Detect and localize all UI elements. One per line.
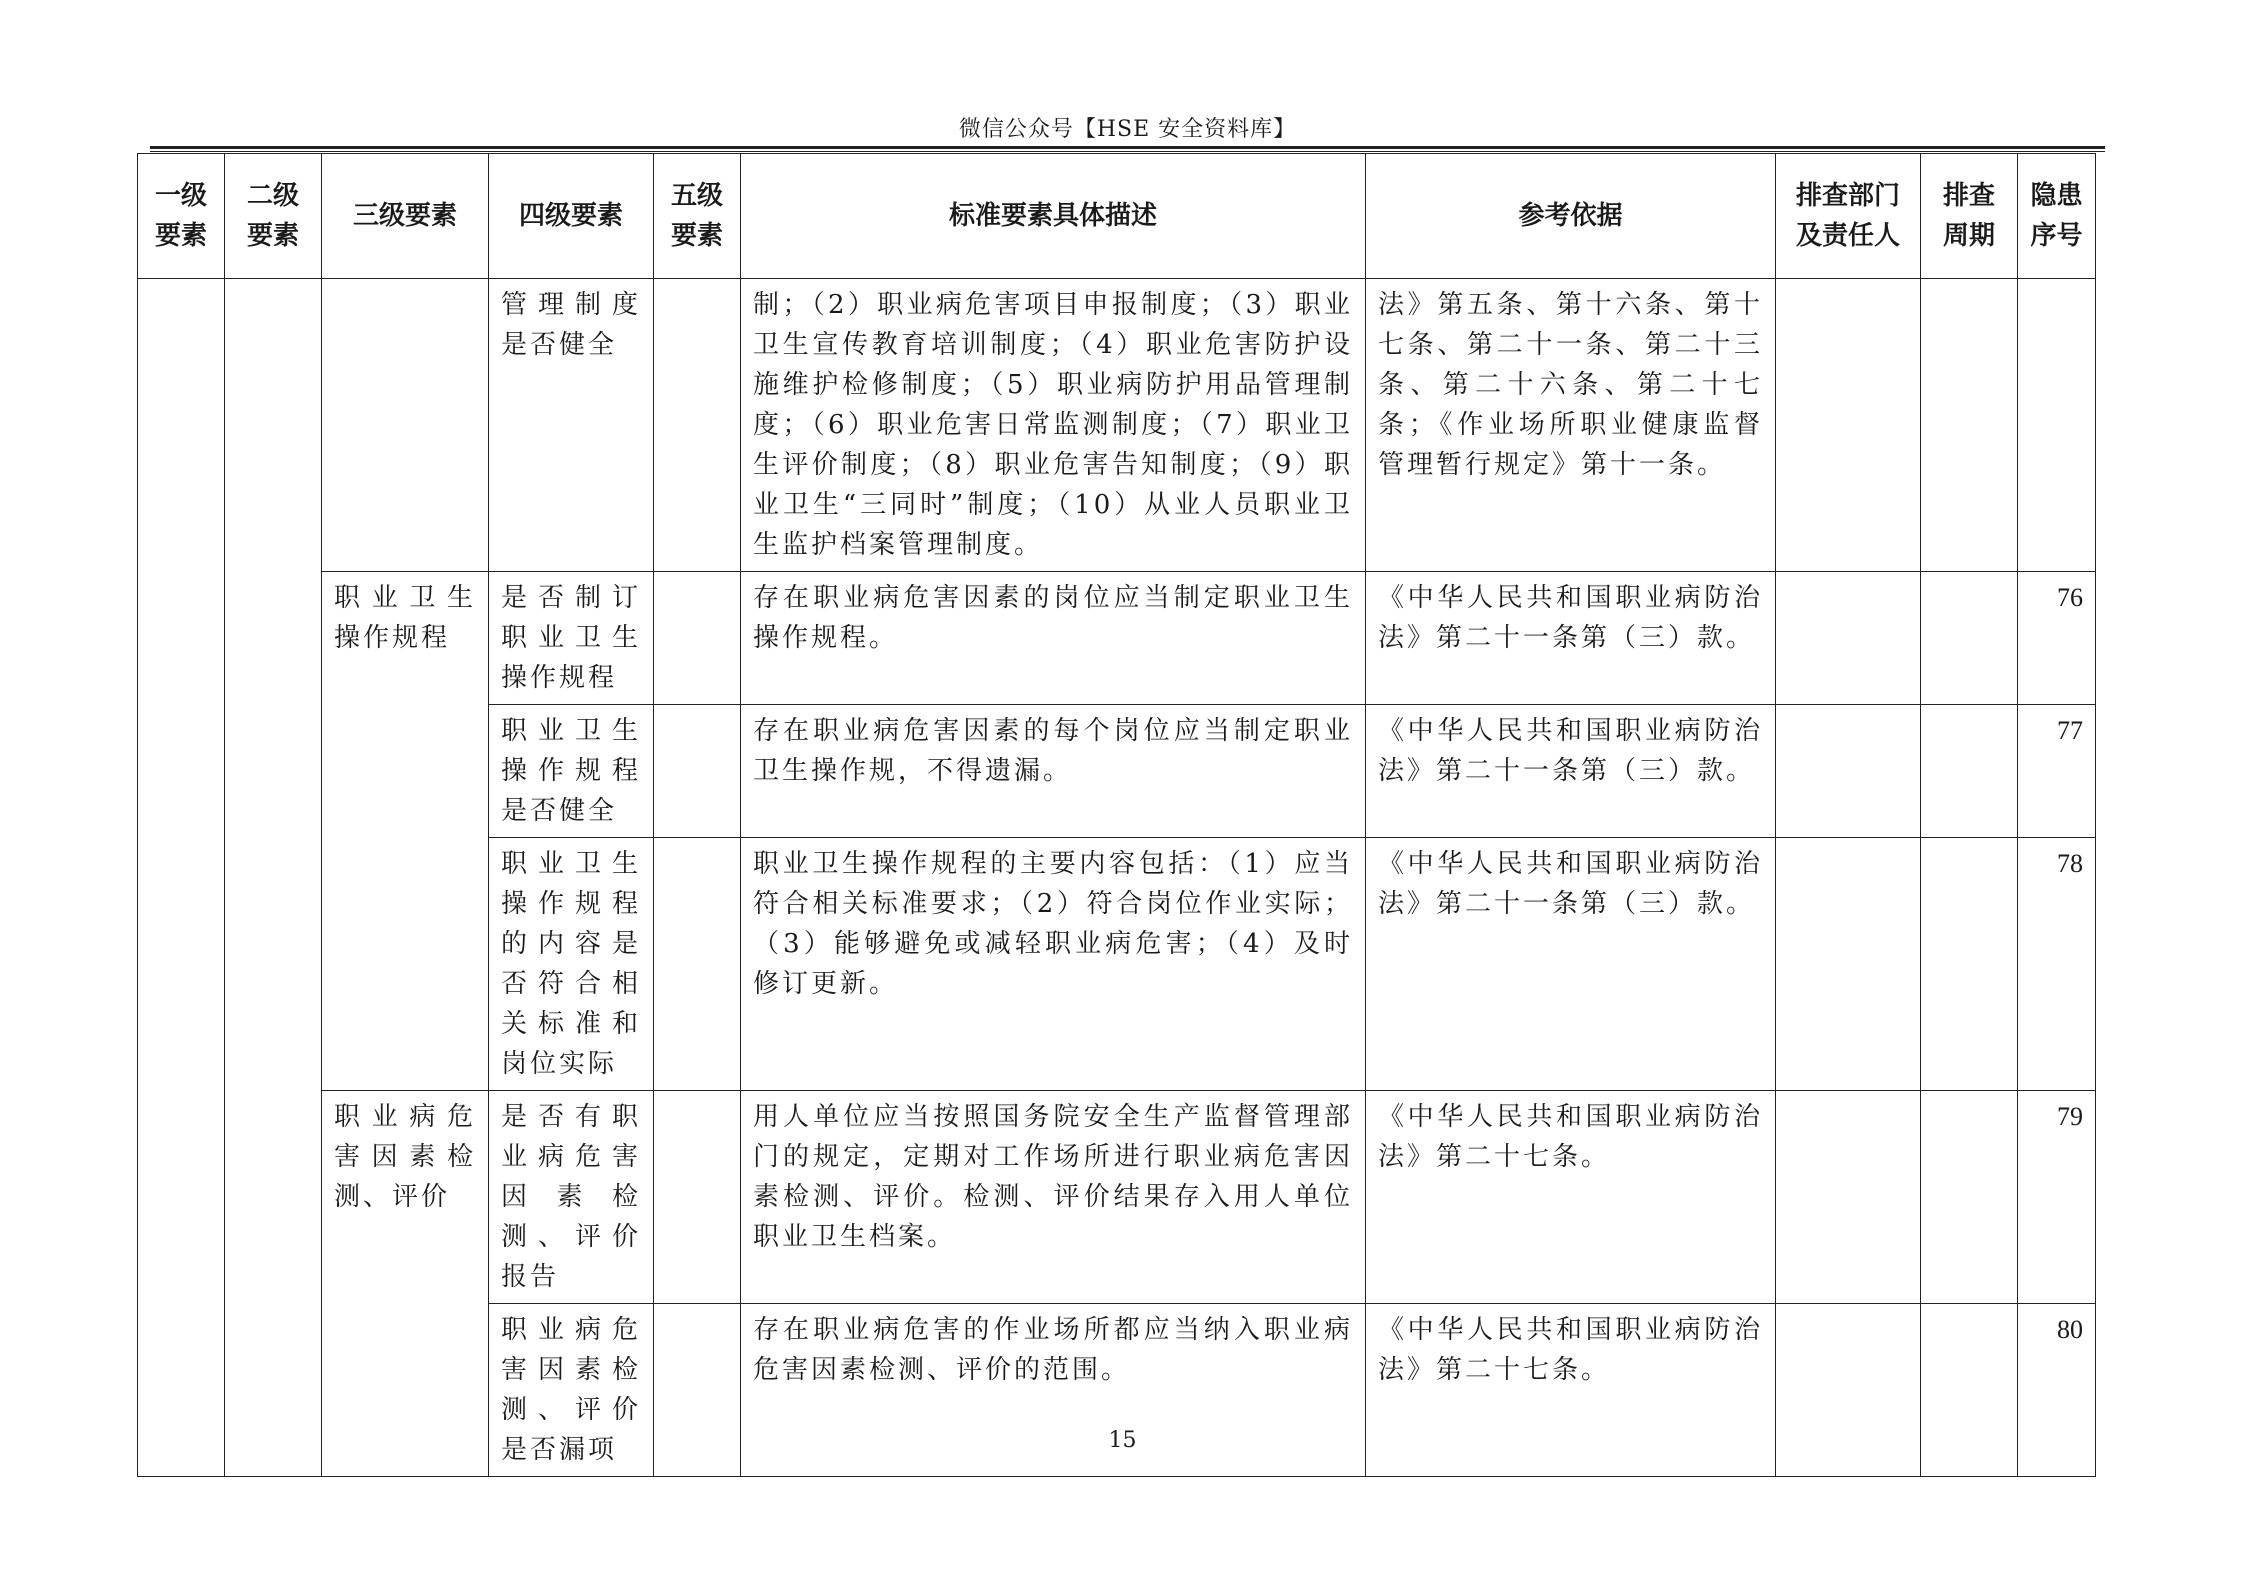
hazard-number-cell: 76 [2018,572,2096,705]
hazard-number-cell: 78 [2018,838,2096,1091]
level4-cell: 职业病危害因素检测、评价是否漏项 [489,1304,654,1477]
reference-cell: 《中华人民共和国职业病防治法》第二十七条。 [1366,1304,1776,1477]
reference-cell: 法》第五条、第十六条、第十七条、第二十一条、第二十三条、第二十六条、第二十七条；《作业场所职业健康监督管理暂行规定》第十一条。 [1366,279,1776,572]
description-cell: 存在职业病危害的作业场所都应当纳入职业病危害因素检测、评价的范围。 [741,1304,1366,1477]
col-header-level3: 三级要素 [322,154,489,279]
reference-cell: 《中华人民共和国职业病防治法》第二十一条第（三）款。 [1366,705,1776,838]
hazard-number-cell: 79 [2018,1091,2096,1304]
cycle-cell [1921,1091,2018,1304]
table-row [138,1091,2096,1304]
cycle-cell [1921,705,2018,838]
department-cell [1776,279,1921,572]
level4-cell: 职业卫生操作规程是否健全 [489,705,654,838]
department-cell [1776,705,1921,838]
table-row [138,572,2096,705]
level5-cell [654,838,741,1091]
reference-cell: 《中华人民共和国职业病防治法》第二十七条。 [1366,1091,1776,1304]
level3-cell: 职业卫生操作规程 [322,572,489,1091]
table-row [138,279,2096,572]
level4-cell: 管理制度是否健全 [489,279,654,572]
hazard-table [137,153,2096,1477]
col-header-reference: 参考依据 [1366,154,1776,279]
level5-cell [654,572,741,705]
hazard-number-cell: 77 [2018,705,2096,838]
level3-cell: 职业病危害因素检测、评价 [322,1091,489,1477]
col-header-cycle: 排查 周期 [1921,154,2018,279]
level2-cell [225,279,322,1477]
hazard-number-cell [2018,279,2096,572]
level4-cell: 是否制订职业卫生操作规程 [489,572,654,705]
department-cell [1776,838,1921,1091]
level5-cell [654,279,741,572]
cycle-cell [1921,279,2018,572]
header-rule [150,146,2105,149]
level5-cell [654,705,741,838]
level4-cell: 是否有职业病危害因素检测、评价报告 [489,1091,654,1304]
description-cell: 用人单位应当按照国务院安全生产监督管理部门的规定，定期对工作场所进行职业病危害因素检测、评价。检测、评价结果存入用人单位职业卫生档案。 [741,1091,1366,1304]
description-cell: 制；（2）职业病危害项目申报制度；（3）职业卫生宣传教育培训制度；（4）职业危害防护设施维护检修制度；（5）职业病防护用品管理制度；（6）职业危害日常监测制度；（7）职业卫生评价制度；（8）职业危害告知制度；（9）职业卫生“三同时”制度；（10）从业人员职业卫生监护档案管理制度。 [741,279,1366,572]
level4-cell: 职业卫生操作规程的内容是否符合相关标准和岗位实际 [489,838,654,1091]
description-cell: 存在职业病危害因素的每个岗位应当制定职业卫生操作规，不得遗漏。 [741,705,1366,838]
table-header-row [138,154,2096,279]
cycle-cell [1921,838,2018,1091]
department-cell [1776,572,1921,705]
cycle-cell [1921,572,2018,705]
col-header-level1: 一级 要素 [138,154,225,279]
description-cell: 职业卫生操作规程的主要内容包括：（1）应当符合相关标准要求；（2）符合岗位作业实际；（3）能够避免或减轻职业病危害；（4）及时修订更新。 [741,838,1366,1091]
col-header-level5: 五级 要素 [654,154,741,279]
header-rule-thin [150,151,2105,152]
description-cell: 存在职业病危害因素的岗位应当制定职业卫生操作规程。 [741,572,1366,705]
col-header-level4: 四级要素 [489,154,654,279]
col-header-department: 排查部门 及责任人 [1776,154,1921,279]
page-number: 15 [1108,1428,1137,1453]
col-header-hazard-number: 隐患 序号 [2018,154,2096,279]
level1-cell [138,279,225,1477]
col-header-level2: 二级 要素 [225,154,322,279]
reference-cell: 《中华人民共和国职业病防治法》第二十一条第（三）款。 [1366,838,1776,1091]
col-header-description: 标准要素具体描述 [741,154,1366,279]
page-header: 微信公众号【HSE 安全资料库】 [958,117,1297,142]
hazard-number-cell: 80 [2018,1304,2096,1477]
level3-cell [322,279,489,572]
level5-cell [654,1091,741,1304]
reference-cell: 《中华人民共和国职业病防治法》第二十一条第（三）款。 [1366,572,1776,705]
department-cell [1776,1091,1921,1304]
